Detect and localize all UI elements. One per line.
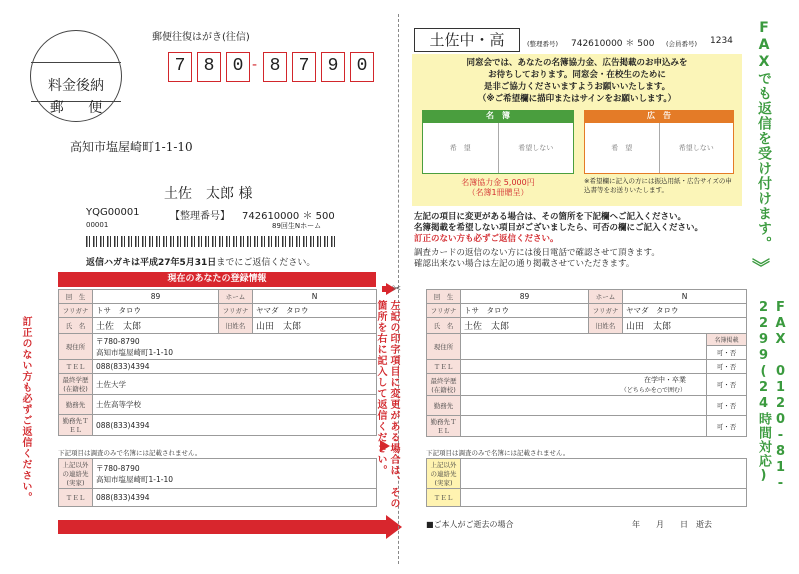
furigana2-value: ヤマダ タロウ bbox=[623, 304, 747, 318]
worktel-label: 勤務先ＴＥＬ bbox=[427, 416, 461, 437]
kahi-tel[interactable]: 可・否 bbox=[707, 360, 747, 374]
kahi-header: 名簿掲載 bbox=[707, 334, 747, 346]
address-zip: 〒780-8790 bbox=[96, 336, 140, 346]
update-table bbox=[426, 289, 747, 437]
meibo-choices bbox=[422, 122, 574, 174]
zip-digit: 7 bbox=[168, 52, 192, 82]
postal-barcode bbox=[86, 236, 338, 247]
school-value: 土佐大学 bbox=[93, 374, 377, 395]
home-value: N bbox=[253, 290, 377, 304]
furigana2-value: ヤマダ タロウ bbox=[253, 304, 377, 318]
work-label: 勤務先 bbox=[59, 395, 93, 415]
kaisei-label: 回 生 bbox=[427, 290, 461, 304]
school-label: 最終学歴(在籍校) bbox=[59, 374, 93, 395]
worktel-label: 勤務先ＴＥＬ bbox=[59, 415, 93, 436]
instruction-line: 名簿掲載を希望しない項目がございましたら、可否の欄にご記入ください。 bbox=[414, 223, 704, 233]
meibo-header: 名 簿 bbox=[422, 110, 574, 122]
ref-sub: 89回生Nホーム bbox=[272, 222, 322, 230]
deadline-date: 返信ハガキは平成27年5月31日 bbox=[86, 258, 217, 268]
meibo-kibou[interactable]: 希 望 bbox=[423, 123, 499, 173]
ref-label: 【整理番号】 bbox=[170, 211, 230, 222]
ad-choices bbox=[584, 122, 734, 174]
name-label: 氏 名 bbox=[59, 318, 93, 334]
address-label: 現住所 bbox=[427, 334, 461, 360]
meibo-kibou-shinai[interactable]: 希望しない bbox=[518, 144, 554, 152]
work-input[interactable] bbox=[461, 396, 707, 416]
address-value: 高知市塩屋崎町1-1-10 bbox=[96, 347, 173, 357]
right-ref-number: 742610000 ＊ 500 bbox=[571, 39, 655, 49]
stamp-line1: 料金後納 bbox=[48, 78, 104, 94]
home-value: N bbox=[623, 290, 747, 304]
fax-number: FAX 0120-81-2299(24時間対応) bbox=[756, 300, 788, 492]
meibo-fee bbox=[422, 178, 574, 198]
kahi-school[interactable]: 可・否 bbox=[707, 374, 747, 396]
customer-code: YQG00001 bbox=[86, 207, 140, 218]
customer-code-sub: 00001 bbox=[86, 221, 109, 229]
right-family-contact-table bbox=[426, 458, 747, 507]
registration-banner bbox=[58, 272, 376, 287]
kahi-worktel[interactable]: 可・否 bbox=[707, 416, 747, 437]
member-number: 1234 bbox=[710, 36, 733, 46]
table-row bbox=[427, 334, 747, 346]
instruction-line: 確認出来ない場合は左記の通り掲載させていただきます。 bbox=[414, 259, 635, 269]
tel-label: ＴＥＬ bbox=[59, 360, 93, 374]
other-tel-label: ＴＥＬ bbox=[427, 489, 461, 507]
other-tel-input[interactable] bbox=[461, 489, 747, 507]
name-label: 氏 名 bbox=[427, 318, 461, 334]
other-contact-cell bbox=[93, 459, 377, 489]
table-row bbox=[59, 304, 377, 318]
scissors-icon: ✂ bbox=[392, 282, 402, 295]
other-contact-label: 上記以外の連絡先(実家) bbox=[59, 459, 93, 489]
table-row bbox=[427, 290, 747, 304]
kaisei-value: 89 bbox=[461, 290, 589, 304]
panel-line: 是非ご協力くださいますようお願いいたします。 bbox=[483, 82, 671, 92]
school-input[interactable] bbox=[461, 374, 707, 396]
instructions bbox=[414, 212, 703, 270]
kahi-address[interactable]: 可・否 bbox=[707, 346, 747, 360]
deceased-label: ■ご本人がご逝去の場合 bbox=[426, 520, 514, 529]
ad-kibou-shinai[interactable]: 希望しない bbox=[678, 144, 714, 152]
recipient-address: 高知市塩屋崎町1-1-10 bbox=[70, 140, 193, 154]
table-row bbox=[59, 318, 377, 334]
school-label: 最終学歴(在籍校) bbox=[427, 374, 461, 396]
arrow-bottom bbox=[58, 515, 402, 539]
kahi-work[interactable]: 可・否 bbox=[707, 396, 747, 416]
deceased-date: 年 月 日 逝去 bbox=[632, 520, 712, 529]
tel-input[interactable] bbox=[461, 360, 707, 374]
work-value: 土佐高等学校 bbox=[93, 395, 377, 415]
table-row bbox=[427, 396, 747, 416]
deadline-suffix: までにご返信ください。 bbox=[216, 258, 316, 268]
zip-dash: - bbox=[252, 57, 258, 73]
panel-line: （※ご希望欄に描印またはサインをお願いします。） bbox=[477, 94, 677, 104]
table-row bbox=[59, 290, 377, 304]
right-ref-label: (整理番号) bbox=[527, 40, 559, 48]
meibo-fee-sub: （名簿1冊贈呈） bbox=[467, 188, 529, 197]
oldname-label: 旧姓名 bbox=[589, 318, 623, 334]
furigana-label: フリガナ bbox=[427, 304, 461, 318]
table-row bbox=[427, 360, 747, 374]
fax-notice: FAXでも返信を受け付けます。 bbox=[756, 20, 772, 251]
furigana-label: フリガナ bbox=[59, 304, 93, 318]
postage-stamp bbox=[30, 30, 122, 122]
table-row bbox=[59, 415, 377, 436]
tel-value: 088(833)4394 bbox=[93, 360, 377, 374]
zip-digit: 8 bbox=[263, 52, 287, 82]
ad-kibou[interactable]: 希 望 bbox=[585, 123, 660, 173]
table-row bbox=[427, 489, 747, 507]
chevron-down-icon: ︾ bbox=[752, 258, 770, 279]
table-row bbox=[59, 459, 377, 489]
table-row bbox=[59, 360, 377, 374]
table-row bbox=[59, 489, 377, 507]
other-contact-label: 上記以外の連絡先(実家) bbox=[427, 459, 461, 489]
furigana-value: トサ タロウ bbox=[93, 304, 219, 318]
address-label: 現住所 bbox=[59, 334, 93, 360]
tel-label: ＴＥＬ bbox=[427, 360, 461, 374]
school-title: 土佐中・高 bbox=[429, 31, 505, 49]
other-zip: 〒780-8790 bbox=[96, 463, 140, 473]
table-row bbox=[427, 318, 747, 334]
worktel-value: 088(833)4394 bbox=[93, 415, 377, 436]
table-row bbox=[427, 416, 747, 437]
table-row bbox=[427, 304, 747, 318]
table-row bbox=[59, 395, 377, 415]
address-input[interactable] bbox=[461, 334, 707, 360]
oldname-value: 山田 太郎 bbox=[623, 318, 747, 334]
member-label: (会員番号) bbox=[666, 40, 698, 48]
instruction-line-red: 訂正のない方も必ずご返信ください。 bbox=[414, 234, 559, 244]
home-label: ホーム bbox=[589, 290, 623, 304]
panel-line: お待ちしております。同窓会・在校生のために bbox=[488, 70, 666, 80]
ad-header: 広 告 bbox=[584, 110, 734, 122]
worktel-input[interactable] bbox=[461, 416, 707, 437]
meibo-fee-amount: 名簿協力金 5,000円 bbox=[461, 178, 535, 187]
name-value: 土佐 太郎 bbox=[461, 318, 589, 334]
home-label: ホーム bbox=[219, 290, 253, 304]
zip-digit: 0 bbox=[350, 52, 374, 82]
deadline-notice bbox=[86, 255, 315, 268]
table-row bbox=[427, 374, 747, 396]
address-cell bbox=[93, 334, 377, 360]
ad-note: ※希望欄に記入の方には振込用紙・広告サイズの申込書等をお送りいたします。 bbox=[584, 177, 732, 194]
table-row bbox=[59, 374, 377, 395]
registration-table bbox=[58, 289, 377, 436]
banner-text: 現在のあなたの登録情報 bbox=[167, 274, 267, 284]
zip-digit: 7 bbox=[292, 52, 316, 82]
furigana-value: トサ タロウ bbox=[461, 304, 589, 318]
furigana2-label: フリガナ bbox=[219, 304, 253, 318]
other-tel-value: 088(833)4394 bbox=[93, 489, 377, 507]
zip-digit: 9 bbox=[321, 52, 345, 82]
other-contact-input[interactable] bbox=[461, 459, 747, 489]
status-choice: 在学中・卒業 bbox=[644, 376, 686, 384]
kaisei-label: 回 生 bbox=[59, 290, 93, 304]
kaisei-value: 89 bbox=[93, 290, 219, 304]
work-label: 勤務先 bbox=[427, 396, 461, 416]
lower-note: 下記項目は調査のみで名簿には記載されません。 bbox=[58, 449, 202, 457]
zip-digit: 8 bbox=[197, 52, 221, 82]
ref-number: 742610000 ＊ 500 bbox=[242, 211, 335, 222]
other-address: 高知市塩屋崎町1-1-10 bbox=[96, 474, 173, 484]
table-row bbox=[427, 459, 747, 489]
oldname-label: 旧姓名 bbox=[219, 318, 253, 334]
stamp-line2: 郵 便 bbox=[49, 100, 113, 116]
recipient-name: 土佐 太郎 様 bbox=[164, 186, 253, 202]
right-lower-note: 下記項目は調査のみで名簿には記載されません。 bbox=[426, 449, 570, 457]
instruction-line: 調査カードの返信のない方には後日電話で確認させて頂きます。 bbox=[414, 248, 660, 258]
other-tel-label: ＴＥＬ bbox=[59, 489, 93, 507]
school-title-box bbox=[414, 28, 520, 52]
status-sub: （どちらかを○で囲む） bbox=[620, 387, 686, 394]
table-row bbox=[59, 334, 377, 360]
furigana2-label: フリガナ bbox=[589, 304, 623, 318]
family-contact-table bbox=[58, 458, 377, 507]
vertical-change-notice: 左記の印字項目に変更がある場合は、その箇所を右に記入して返信ください。 bbox=[375, 300, 399, 509]
oldname-value: 山田 太郎 bbox=[253, 318, 377, 334]
panel-line: 同窓会では、あなたの名簿協力金、広告掲載のお申込みを bbox=[466, 58, 688, 68]
zip-digit: 0 bbox=[226, 52, 250, 82]
name-value: 土佐 太郎 bbox=[93, 318, 219, 334]
instruction-line: 左記の項目に変更がある場合は、その箇所を下記欄へご記入ください。 bbox=[414, 212, 687, 222]
postcard-label: 郵便往復はがき(往信) bbox=[152, 32, 250, 43]
vertical-return-notice: 訂正のない方も必ずご返信ください。 bbox=[20, 316, 31, 503]
